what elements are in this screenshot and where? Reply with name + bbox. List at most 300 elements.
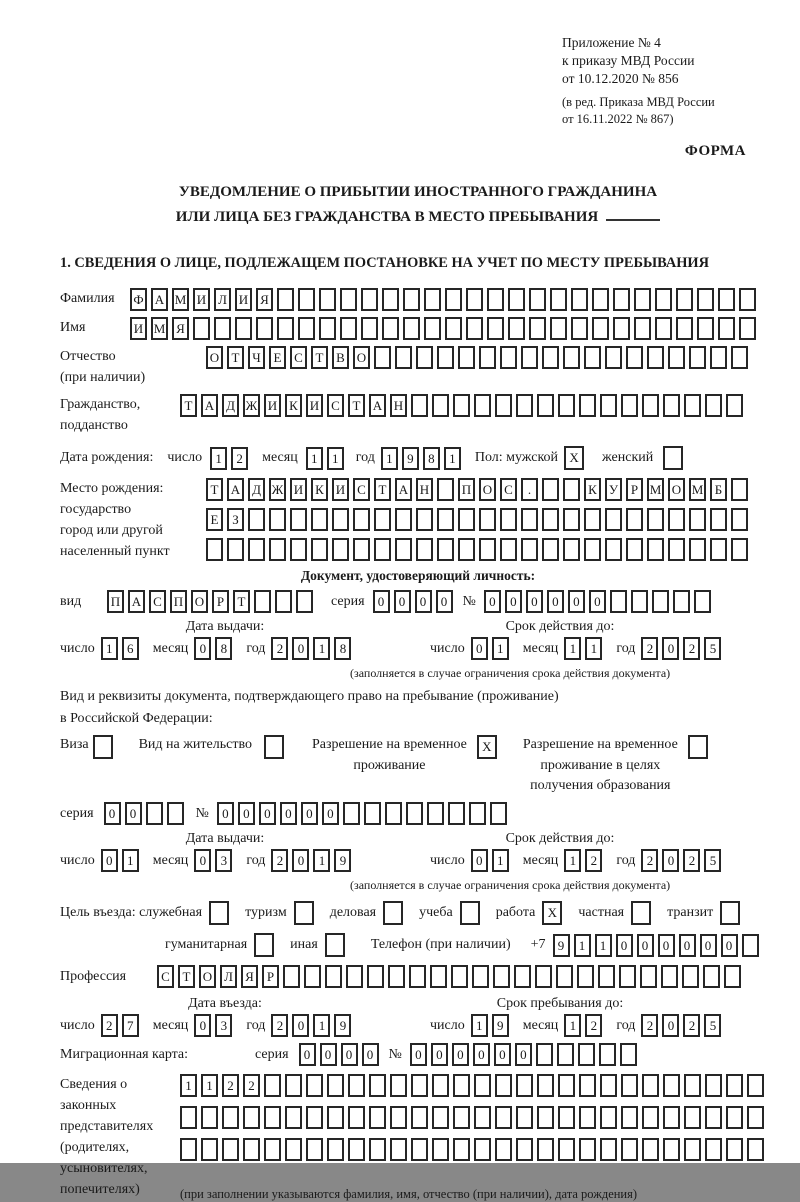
representatives-cells-row3[interactable]: [180, 1138, 768, 1161]
form-cell[interactable]: [694, 590, 711, 613]
form-cell[interactable]: [626, 346, 643, 369]
form-cell[interactable]: [731, 508, 748, 531]
form-cell[interactable]: Ф: [130, 288, 147, 311]
form-cell[interactable]: А: [128, 590, 145, 613]
form-cell[interactable]: [563, 478, 580, 501]
form-cell[interactable]: 0: [322, 802, 339, 825]
form-cell[interactable]: [269, 538, 286, 561]
form-cell[interactable]: .: [521, 478, 538, 501]
form-cell[interactable]: [542, 346, 559, 369]
form-cell[interactable]: [285, 1074, 302, 1097]
form-cell[interactable]: [542, 538, 559, 561]
form-cell[interactable]: [536, 1043, 553, 1066]
form-cell[interactable]: [613, 317, 630, 340]
form-cell[interactable]: 1: [327, 447, 344, 470]
form-cell[interactable]: 0: [662, 849, 679, 872]
form-cell[interactable]: [487, 317, 504, 340]
form-cell[interactable]: [605, 508, 622, 531]
residence-expiry-day-cells[interactable]: [471, 849, 513, 872]
form-cell[interactable]: 3: [215, 849, 232, 872]
form-cell[interactable]: [592, 317, 609, 340]
form-cell[interactable]: Д: [248, 478, 265, 501]
form-cell[interactable]: [327, 1138, 344, 1161]
form-cell[interactable]: 0: [515, 1043, 532, 1066]
form-cell[interactable]: 1: [492, 849, 509, 872]
form-cell[interactable]: [411, 1074, 428, 1097]
form-cell[interactable]: [332, 508, 349, 531]
form-cell[interactable]: С: [353, 478, 370, 501]
entry-day-cells[interactable]: [101, 1014, 143, 1037]
form-cell[interactable]: 2: [641, 849, 658, 872]
form-cell[interactable]: [466, 317, 483, 340]
identity-expiry-month-cells[interactable]: [564, 637, 606, 660]
form-cell[interactable]: [647, 538, 664, 561]
form-cell[interactable]: [432, 394, 449, 417]
form-cell[interactable]: Т: [311, 346, 328, 369]
form-cell[interactable]: [493, 965, 510, 988]
temporary-residence-education-checkbox[interactable]: [688, 735, 712, 759]
form-cell[interactable]: [655, 288, 672, 311]
form-cell[interactable]: [613, 288, 630, 311]
form-cell[interactable]: [311, 538, 328, 561]
purpose-inaya-checkbox[interactable]: [325, 933, 349, 957]
form-cell[interactable]: [718, 288, 735, 311]
form-cell[interactable]: 0: [299, 1043, 316, 1066]
form-cell[interactable]: У: [605, 478, 622, 501]
birthplace-cells-row3[interactable]: [206, 538, 752, 561]
form-cell[interactable]: [209, 901, 229, 925]
form-cell[interactable]: 0: [721, 934, 738, 957]
purpose-gumanitarnaya-checkbox[interactable]: [254, 933, 278, 957]
form-cell[interactable]: [248, 508, 265, 531]
form-cell[interactable]: [327, 1074, 344, 1097]
form-cell[interactable]: [479, 538, 496, 561]
doc-series-cells[interactable]: [373, 590, 457, 613]
form-cell[interactable]: [277, 317, 294, 340]
form-cell[interactable]: [705, 1106, 722, 1129]
form-cell[interactable]: [416, 538, 433, 561]
form-cell[interactable]: 5: [704, 637, 721, 660]
purpose-delovaya-checkbox[interactable]: [383, 901, 407, 925]
form-cell[interactable]: [742, 934, 759, 957]
form-cell[interactable]: [642, 394, 659, 417]
form-cell[interactable]: [264, 1074, 281, 1097]
form-cell[interactable]: Т: [233, 590, 250, 613]
form-cell[interactable]: [689, 538, 706, 561]
form-cell[interactable]: [626, 508, 643, 531]
birth-month-cells[interactable]: [306, 447, 348, 470]
form-cell[interactable]: 0: [547, 590, 564, 613]
doc-number-cells[interactable]: [484, 590, 715, 613]
residence-permit-checkbox[interactable]: [264, 735, 288, 759]
form-cell[interactable]: [374, 346, 391, 369]
form-cell[interactable]: [689, 346, 706, 369]
form-cell[interactable]: [579, 1106, 596, 1129]
form-cell[interactable]: [558, 1074, 575, 1097]
form-cell[interactable]: 9: [334, 849, 351, 872]
form-cell[interactable]: [285, 1138, 302, 1161]
form-cell[interactable]: [682, 965, 699, 988]
form-cell[interactable]: [385, 802, 402, 825]
form-cell[interactable]: [353, 508, 370, 531]
form-cell[interactable]: [558, 1106, 575, 1129]
form-cell[interactable]: И: [130, 317, 147, 340]
form-cell[interactable]: [395, 508, 412, 531]
form-cell[interactable]: 0: [471, 637, 488, 660]
form-cell[interactable]: [445, 317, 462, 340]
form-cell[interactable]: [600, 1106, 617, 1129]
form-cell[interactable]: [500, 346, 517, 369]
form-cell[interactable]: [668, 538, 685, 561]
form-cell[interactable]: [395, 538, 412, 561]
form-cell[interactable]: [458, 508, 475, 531]
form-cell[interactable]: [460, 901, 480, 925]
sex-male-checkbox[interactable]: [564, 446, 588, 470]
form-cell[interactable]: [495, 1138, 512, 1161]
purpose-rabota-checkbox[interactable]: [542, 901, 566, 925]
form-cell[interactable]: 1: [492, 637, 509, 660]
form-cell[interactable]: И: [264, 394, 281, 417]
form-cell[interactable]: [495, 394, 512, 417]
form-cell[interactable]: [469, 802, 486, 825]
form-cell[interactable]: 0: [259, 802, 276, 825]
form-cell[interactable]: [416, 346, 433, 369]
form-cell[interactable]: [453, 1074, 470, 1097]
form-cell[interactable]: Ч: [248, 346, 265, 369]
form-cell[interactable]: [474, 1074, 491, 1097]
form-cell[interactable]: 0: [194, 1014, 211, 1037]
form-cell[interactable]: [605, 538, 622, 561]
form-cell[interactable]: [340, 288, 357, 311]
form-cell[interactable]: [411, 394, 428, 417]
form-cell[interactable]: 0: [280, 802, 297, 825]
form-cell[interactable]: 2: [585, 1014, 602, 1037]
form-cell[interactable]: [571, 317, 588, 340]
identity-expiry-day-cells[interactable]: [471, 637, 513, 660]
form-cell[interactable]: [731, 478, 748, 501]
form-cell[interactable]: [201, 1106, 218, 1129]
form-cell[interactable]: О: [199, 965, 216, 988]
form-cell[interactable]: [720, 901, 740, 925]
form-cell[interactable]: [500, 538, 517, 561]
form-cell[interactable]: [437, 478, 454, 501]
form-cell[interactable]: [298, 288, 315, 311]
form-cell[interactable]: 0: [658, 934, 675, 957]
form-cell[interactable]: [647, 508, 664, 531]
form-cell[interactable]: [285, 1106, 302, 1129]
form-cell[interactable]: [521, 346, 538, 369]
form-cell[interactable]: И: [290, 478, 307, 501]
form-cell[interactable]: [535, 965, 552, 988]
form-cell[interactable]: С: [157, 965, 174, 988]
purpose-chastnaya-checkbox[interactable]: [631, 901, 655, 925]
form-cell[interactable]: [621, 1106, 638, 1129]
form-cell[interactable]: Т: [178, 965, 195, 988]
form-cell[interactable]: [592, 288, 609, 311]
form-cell[interactable]: [180, 1106, 197, 1129]
form-cell[interactable]: 1: [313, 637, 330, 660]
form-cell[interactable]: [367, 965, 384, 988]
form-cell[interactable]: [689, 508, 706, 531]
form-cell[interactable]: [264, 1138, 281, 1161]
migration-series-cells[interactable]: [299, 1043, 383, 1066]
form-cell[interactable]: [430, 965, 447, 988]
form-cell[interactable]: 0: [484, 590, 501, 613]
form-cell[interactable]: А: [227, 478, 244, 501]
form-cell[interactable]: [227, 538, 244, 561]
form-cell[interactable]: 2: [222, 1074, 239, 1097]
form-cell[interactable]: [296, 590, 313, 613]
form-cell[interactable]: 0: [662, 637, 679, 660]
form-cell[interactable]: 2: [683, 637, 700, 660]
purpose-ucheba-checkbox[interactable]: [460, 901, 484, 925]
form-cell[interactable]: 2: [641, 1014, 658, 1037]
form-cell[interactable]: [663, 1106, 680, 1129]
form-cell[interactable]: Я: [172, 317, 189, 340]
form-cell[interactable]: 0: [292, 1014, 309, 1037]
form-cell[interactable]: А: [151, 288, 168, 311]
form-cell[interactable]: 1: [122, 849, 139, 872]
form-cell[interactable]: [93, 735, 113, 759]
form-cell[interactable]: [697, 317, 714, 340]
surname-cells[interactable]: [130, 288, 760, 311]
form-cell[interactable]: 0: [436, 590, 453, 613]
form-cell[interactable]: [193, 317, 210, 340]
form-cell[interactable]: [610, 590, 627, 613]
form-cell[interactable]: 1: [574, 934, 591, 957]
form-cell[interactable]: [676, 317, 693, 340]
form-cell[interactable]: [388, 965, 405, 988]
form-cell[interactable]: В: [332, 346, 349, 369]
form-cell[interactable]: [479, 508, 496, 531]
form-cell[interactable]: [294, 901, 314, 925]
form-cell[interactable]: [466, 288, 483, 311]
form-cell[interactable]: [537, 1074, 554, 1097]
residence-expiry-year-cells[interactable]: [641, 849, 725, 872]
doc-kind-cells[interactable]: [107, 590, 317, 613]
form-cell[interactable]: 2: [683, 1014, 700, 1037]
form-cell[interactable]: [529, 317, 546, 340]
form-cell[interactable]: [663, 446, 683, 470]
form-cell[interactable]: [343, 802, 360, 825]
form-cell[interactable]: [361, 317, 378, 340]
form-cell[interactable]: X: [564, 446, 584, 470]
form-cell[interactable]: [411, 1138, 428, 1161]
form-cell[interactable]: [726, 1106, 743, 1129]
form-cell[interactable]: 0: [505, 590, 522, 613]
form-cell[interactable]: 0: [452, 1043, 469, 1066]
stay-year-cells[interactable]: [641, 1014, 725, 1037]
form-cell[interactable]: 0: [341, 1043, 358, 1066]
form-cell[interactable]: [579, 1074, 596, 1097]
form-cell[interactable]: 1: [564, 1014, 581, 1037]
form-cell[interactable]: [409, 965, 426, 988]
form-cell[interactable]: Е: [206, 508, 223, 531]
form-cell[interactable]: [427, 802, 444, 825]
form-cell[interactable]: 0: [410, 1043, 427, 1066]
form-cell[interactable]: 9: [402, 447, 419, 470]
form-cell[interactable]: [311, 508, 328, 531]
form-cell[interactable]: [710, 508, 727, 531]
sex-female-checkbox[interactable]: [663, 446, 687, 470]
form-cell[interactable]: 0: [101, 849, 118, 872]
form-cell[interactable]: [631, 901, 651, 925]
form-cell[interactable]: [705, 1074, 722, 1097]
form-cell[interactable]: 1: [210, 447, 227, 470]
residence-series-cells[interactable]: [104, 802, 188, 825]
form-cell[interactable]: [411, 1106, 428, 1129]
stay-month-cells[interactable]: [564, 1014, 606, 1037]
form-cell[interactable]: [374, 508, 391, 531]
form-cell[interactable]: [432, 1106, 449, 1129]
form-cell[interactable]: И: [193, 288, 210, 311]
form-cell[interactable]: [474, 1138, 491, 1161]
form-cell[interactable]: Т: [206, 478, 223, 501]
form-cell[interactable]: 2: [231, 447, 248, 470]
form-cell[interactable]: [577, 965, 594, 988]
form-cell[interactable]: [600, 394, 617, 417]
form-cell[interactable]: [424, 288, 441, 311]
form-cell[interactable]: 5: [704, 1014, 721, 1037]
form-cell[interactable]: Т: [227, 346, 244, 369]
form-cell[interactable]: С: [290, 346, 307, 369]
form-cell[interactable]: З: [227, 508, 244, 531]
form-cell[interactable]: 0: [194, 637, 211, 660]
form-cell[interactable]: 2: [243, 1074, 260, 1097]
form-cell[interactable]: [256, 317, 273, 340]
form-cell[interactable]: 0: [568, 590, 585, 613]
form-cell[interactable]: [474, 394, 491, 417]
form-cell[interactable]: 1: [564, 849, 581, 872]
form-cell[interactable]: [626, 538, 643, 561]
form-cell[interactable]: О: [668, 478, 685, 501]
form-cell[interactable]: [731, 538, 748, 561]
form-cell[interactable]: [369, 1138, 386, 1161]
form-cell[interactable]: [579, 394, 596, 417]
form-cell[interactable]: [537, 1106, 554, 1129]
form-cell[interactable]: 1: [444, 447, 461, 470]
form-cell[interactable]: 0: [526, 590, 543, 613]
form-cell[interactable]: К: [584, 478, 601, 501]
form-cell[interactable]: [529, 288, 546, 311]
form-cell[interactable]: [243, 1106, 260, 1129]
form-cell[interactable]: 2: [271, 637, 288, 660]
form-cell[interactable]: 6: [122, 637, 139, 660]
form-cell[interactable]: [579, 1138, 596, 1161]
form-cell[interactable]: [445, 288, 462, 311]
form-cell[interactable]: [584, 346, 601, 369]
form-cell[interactable]: [676, 288, 693, 311]
form-cell[interactable]: [348, 1106, 365, 1129]
form-cell[interactable]: [537, 394, 554, 417]
form-cell[interactable]: 2: [271, 1014, 288, 1037]
form-cell[interactable]: [516, 1074, 533, 1097]
form-cell[interactable]: [668, 346, 685, 369]
form-cell[interactable]: 2: [585, 849, 602, 872]
stay-day-cells[interactable]: [471, 1014, 513, 1037]
form-cell[interactable]: [277, 288, 294, 311]
form-cell[interactable]: [688, 735, 708, 759]
form-cell[interactable]: [264, 735, 284, 759]
form-cell[interactable]: [542, 478, 559, 501]
form-cell[interactable]: [600, 1074, 617, 1097]
form-cell[interactable]: [269, 508, 286, 531]
form-cell[interactable]: 0: [217, 802, 234, 825]
citizenship-cells[interactable]: [180, 394, 747, 417]
form-cell[interactable]: [563, 538, 580, 561]
form-cell[interactable]: [747, 1074, 764, 1097]
form-cell[interactable]: Д: [222, 394, 239, 417]
form-cell[interactable]: [598, 965, 615, 988]
form-cell[interactable]: Ж: [269, 478, 286, 501]
birthplace-cells-row2[interactable]: [206, 508, 752, 531]
form-cell[interactable]: 0: [589, 590, 606, 613]
form-cell[interactable]: [374, 538, 391, 561]
form-cell[interactable]: [599, 1043, 616, 1066]
form-cell[interactable]: [571, 288, 588, 311]
form-cell[interactable]: [348, 1074, 365, 1097]
form-cell[interactable]: 1: [101, 637, 118, 660]
form-cell[interactable]: И: [235, 288, 252, 311]
form-cell[interactable]: 2: [101, 1014, 118, 1037]
form-cell[interactable]: 0: [616, 934, 633, 957]
form-cell[interactable]: 0: [700, 934, 717, 957]
form-cell[interactable]: 9: [334, 1014, 351, 1037]
form-cell[interactable]: [369, 1106, 386, 1129]
form-cell[interactable]: [668, 508, 685, 531]
givenname-cells[interactable]: [130, 317, 760, 340]
form-cell[interactable]: 0: [415, 590, 432, 613]
form-cell[interactable]: 0: [679, 934, 696, 957]
form-cell[interactable]: П: [170, 590, 187, 613]
form-cell[interactable]: [726, 1074, 743, 1097]
form-cell[interactable]: [710, 538, 727, 561]
form-cell[interactable]: [222, 1138, 239, 1161]
form-cell[interactable]: [390, 1106, 407, 1129]
form-cell[interactable]: [437, 346, 454, 369]
form-cell[interactable]: [557, 1043, 574, 1066]
form-cell[interactable]: [458, 538, 475, 561]
form-cell[interactable]: [290, 508, 307, 531]
form-cell[interactable]: [642, 1106, 659, 1129]
form-cell[interactable]: [390, 1074, 407, 1097]
form-cell[interactable]: [416, 508, 433, 531]
form-cell[interactable]: [406, 802, 423, 825]
form-cell[interactable]: 8: [215, 637, 232, 660]
form-cell[interactable]: [458, 346, 475, 369]
birth-day-cells[interactable]: [210, 447, 252, 470]
form-cell[interactable]: [364, 802, 381, 825]
form-cell[interactable]: [621, 1138, 638, 1161]
form-cell[interactable]: И: [332, 478, 349, 501]
form-cell[interactable]: [361, 288, 378, 311]
form-cell[interactable]: [382, 288, 399, 311]
form-cell[interactable]: [340, 317, 357, 340]
form-cell[interactable]: 0: [194, 849, 211, 872]
form-cell[interactable]: [724, 965, 741, 988]
residence-issue-year-cells[interactable]: [271, 849, 355, 872]
form-cell[interactable]: 0: [473, 1043, 490, 1066]
form-cell[interactable]: [490, 802, 507, 825]
form-cell[interactable]: 0: [431, 1043, 448, 1066]
form-cell[interactable]: [652, 590, 669, 613]
form-cell[interactable]: 1: [313, 1014, 330, 1037]
form-cell[interactable]: 8: [423, 447, 440, 470]
form-cell[interactable]: [453, 1138, 470, 1161]
form-cell[interactable]: [353, 538, 370, 561]
form-cell[interactable]: [453, 394, 470, 417]
form-cell[interactable]: [655, 317, 672, 340]
